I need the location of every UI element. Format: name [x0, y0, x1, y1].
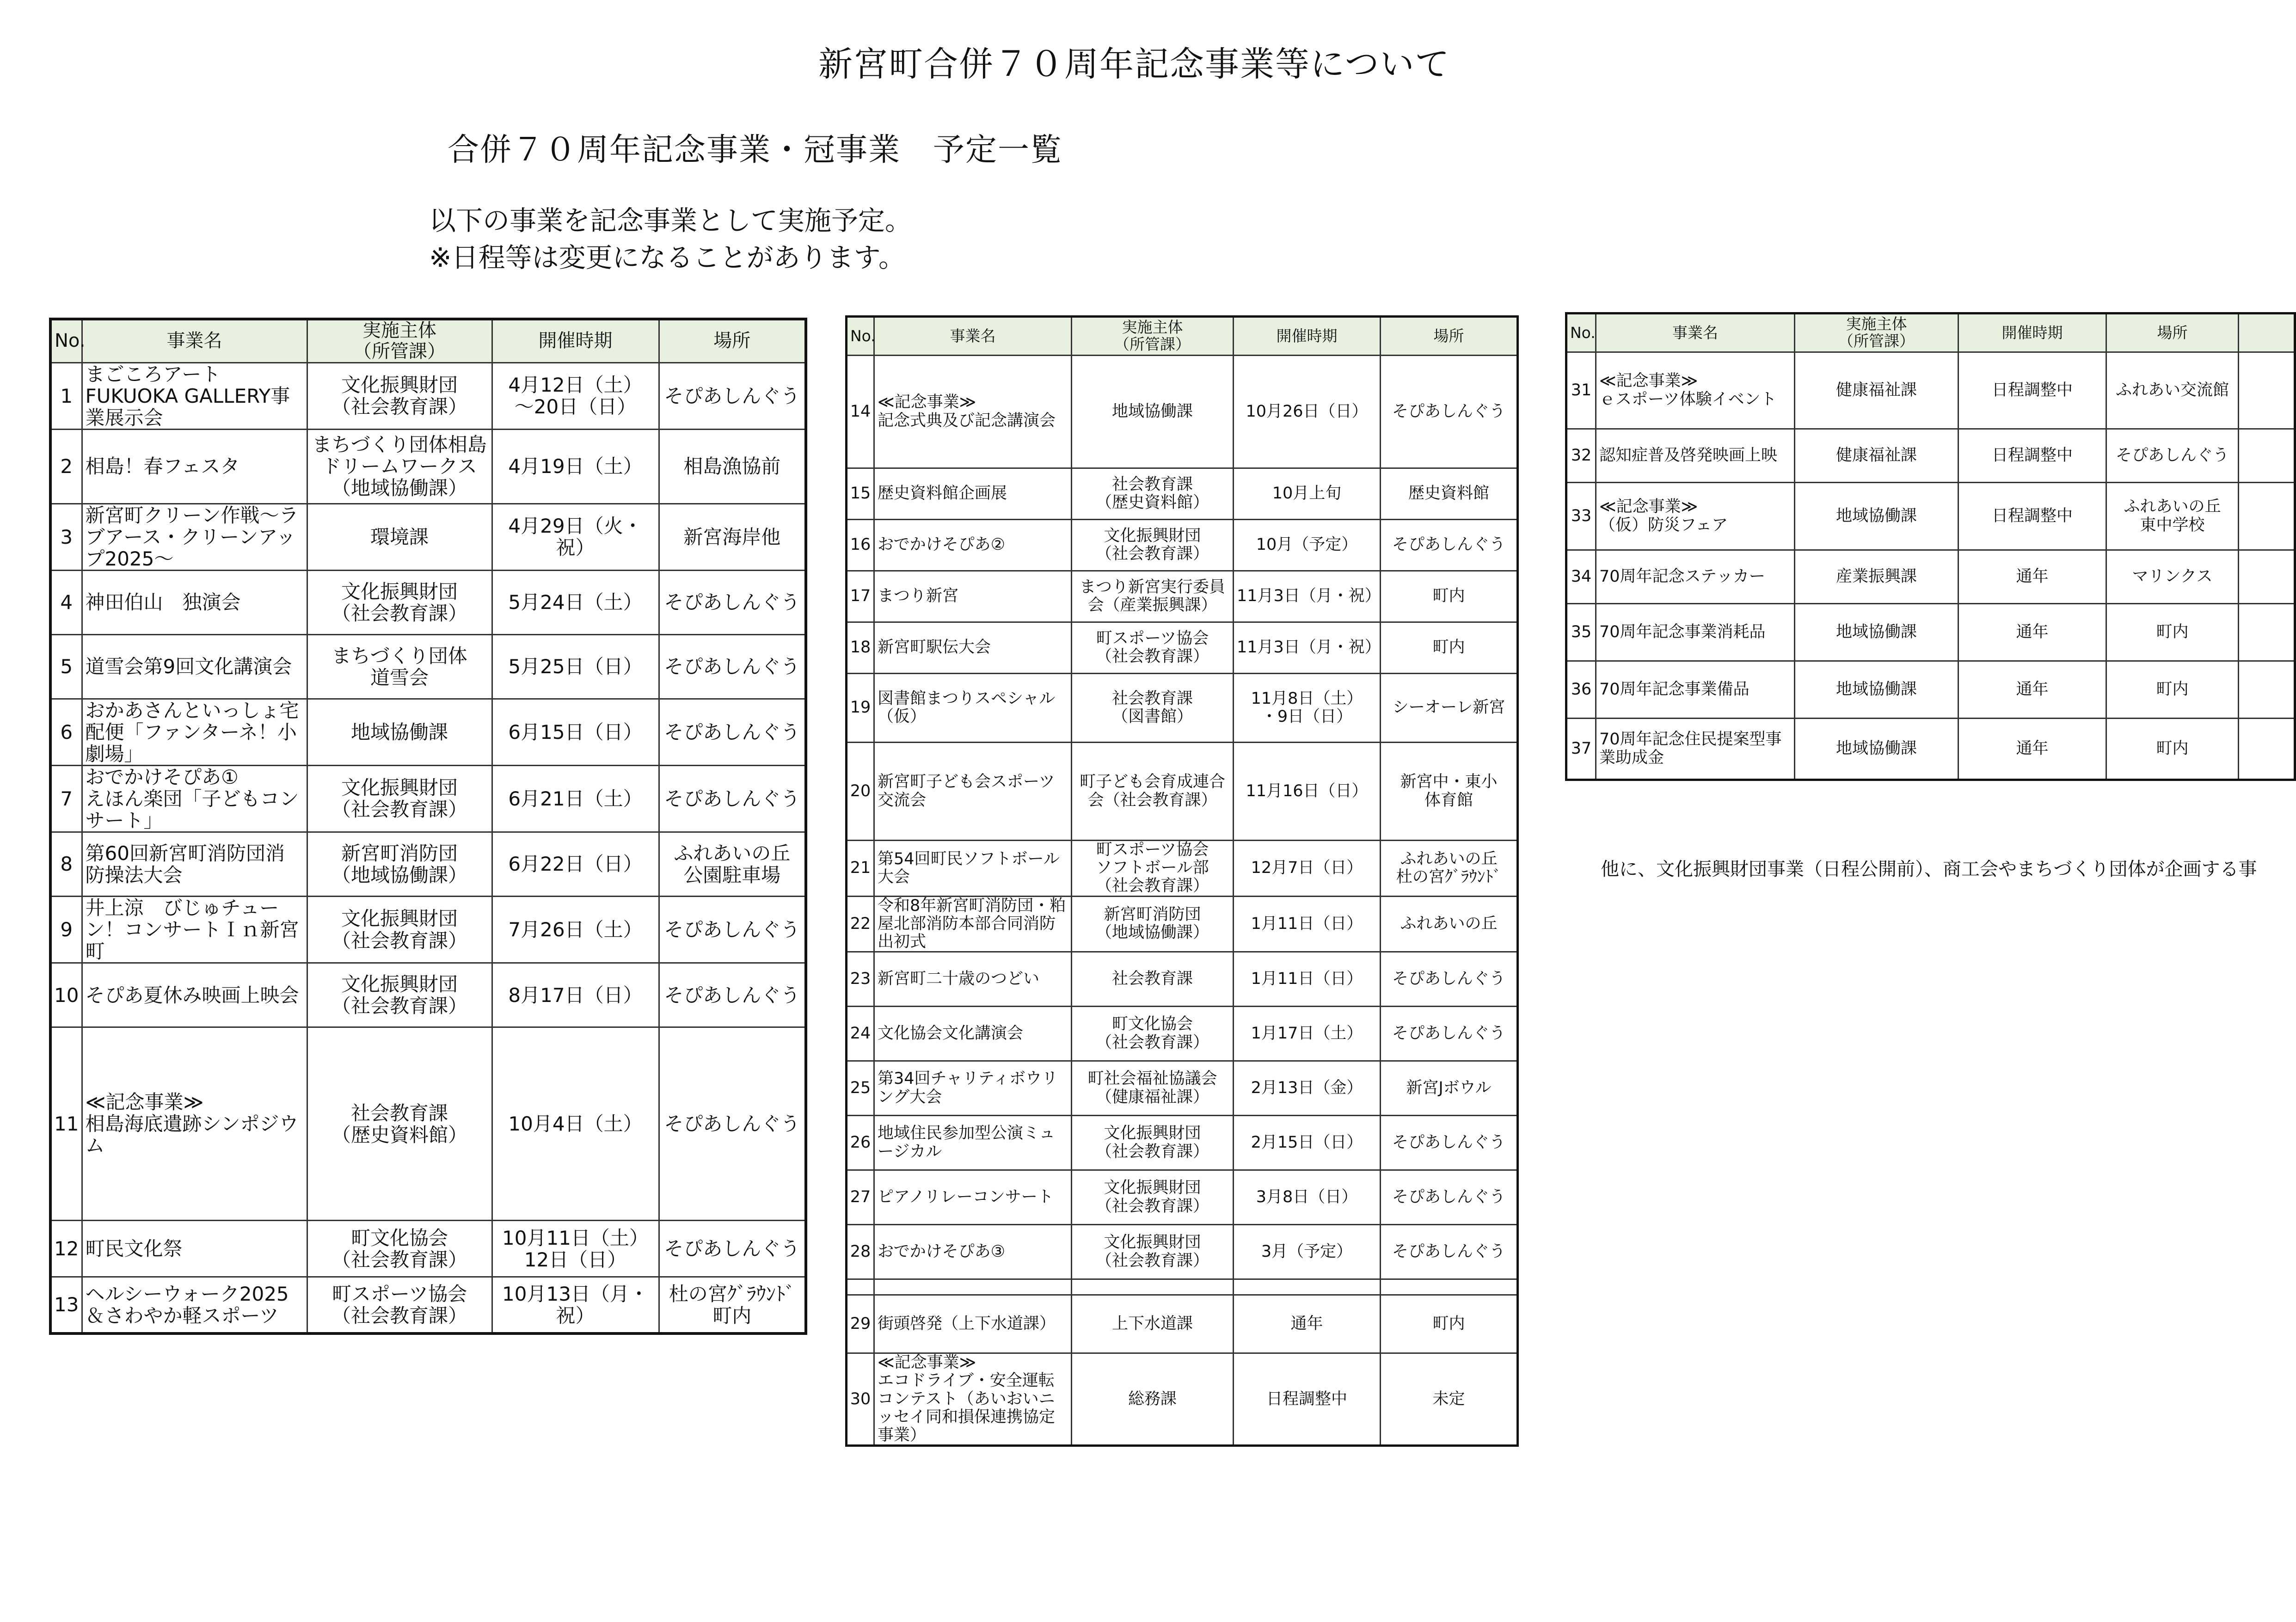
cell-org: 上下水道課: [1072, 1295, 1234, 1353]
cell-date: 2月13日（金）: [1234, 1061, 1381, 1116]
table-row: [50, 963, 806, 1027]
cell-overflow: [2239, 429, 2295, 483]
cell-no: 24: [847, 1007, 874, 1061]
cell-org: 社会教育課: [1072, 952, 1234, 1007]
cell-place: 相島漁協前: [659, 429, 806, 504]
cell-no: 5: [50, 634, 82, 699]
header-org: 実施主体 （所管課）: [1795, 313, 1958, 352]
table-row: [50, 1277, 806, 1333]
cell-org: 環境課: [307, 504, 492, 570]
cell-date: 通年: [1958, 661, 2106, 719]
cell-place: そぴあしんぐう: [659, 634, 806, 699]
cell-name: ≪記念事業≫ エコドライブ・安全運転コンテスト（あいおいニッセイ同和損保連携協定事業）: [874, 1353, 1072, 1446]
cell-place: 新宮中・東小 体育館: [1381, 743, 1518, 841]
table-row: [847, 1061, 1518, 1116]
cell-date: 4月19日（土）: [492, 429, 659, 504]
cell-place: そぴあしんぐう: [659, 570, 806, 634]
cell-place: そぴあしんぐう: [1381, 1170, 1518, 1225]
cell-name: 道雪会第9回文化講演会: [82, 634, 307, 699]
cell-date: 10月13日（月・祝）: [492, 1277, 659, 1333]
cell-date: 10月11日（土） 12日（日）: [492, 1221, 659, 1277]
cell-name: ≪記念事業≫ （仮）防災フェア: [1596, 483, 1795, 550]
cell-date: 11月16日（日）: [1234, 743, 1381, 841]
cell-org: 町文化協会 （社会教育課）: [1072, 1007, 1234, 1061]
cell-name: 相島！春フェスタ: [82, 429, 307, 504]
cell-name: おでかけそぴあ②: [874, 520, 1072, 571]
events-table-2: [845, 315, 1519, 1447]
cell-no: 7: [50, 765, 82, 832]
cell-org: まつり新宮実行委員会（産業振興課）: [1072, 571, 1234, 622]
cell-name: 70周年記念事業備品: [1596, 661, 1795, 719]
cell-overflow: [2239, 352, 2295, 429]
table-row: [50, 765, 806, 832]
table-body: [50, 362, 806, 1333]
table-row: [847, 1225, 1518, 1279]
cell-name: 第60回新宮町消防団消防操法大会: [82, 832, 307, 896]
cell-no: 35: [1566, 604, 1596, 661]
cell-no: 17: [847, 571, 874, 622]
header-overflow: [2239, 313, 2295, 352]
cell-name: 第34回チャリティボウリング大会: [874, 1061, 1072, 1116]
cell-place: マリンクス: [2106, 550, 2239, 604]
table-row: [50, 362, 806, 429]
table-row: [847, 622, 1518, 674]
table-row: [847, 841, 1518, 897]
cell-no: 8: [50, 832, 82, 896]
cell-date: 日程調整中: [1958, 352, 2106, 429]
header-org: 実施主体 （所管課）: [1072, 317, 1234, 356]
cell-org: 地域協働課: [1072, 356, 1234, 468]
cell-date: 1月11日（日）: [1234, 952, 1381, 1007]
cell-org: 地域協働課: [1795, 483, 1958, 550]
cell-name: 70周年記念事業消耗品: [1596, 604, 1795, 661]
cell-date: 日程調整中: [1234, 1353, 1381, 1446]
cell-place: そぴあしんぐう: [659, 699, 806, 765]
table-row: [1566, 604, 2295, 661]
table-row: [847, 571, 1518, 622]
cell-name: 令和8年新宮町消防団・粕屋北部消防本部合同消防出初式: [874, 896, 1072, 952]
cell-date: 通年: [1958, 550, 2106, 604]
cell-name: ≪記念事業≫ 記念式典及び記念講演会: [874, 356, 1072, 468]
cell-no: 37: [1566, 719, 1596, 780]
table-row: [1566, 719, 2295, 780]
header-name: 事業名: [874, 317, 1072, 356]
table-row: [847, 896, 1518, 952]
header-no: No.: [1566, 313, 1596, 352]
table-row: [847, 356, 1518, 468]
cell-place: そぴあしんぐう: [1381, 356, 1518, 468]
cell-place: 歴史資料館: [1381, 468, 1518, 520]
cell-no: 12: [50, 1221, 82, 1277]
cell-date: 8月17日（日）: [492, 963, 659, 1027]
table-body: [1566, 352, 2295, 780]
cell-org: 町スポーツ協会 （社会教育課）: [307, 1277, 492, 1333]
cell-date: 通年: [1958, 719, 2106, 780]
cell-place: ふれあい交流館: [2106, 352, 2239, 429]
cell-org: 地域協働課: [1795, 719, 1958, 780]
cell-date: 6月15日（日）: [492, 699, 659, 765]
table-row: [1566, 483, 2295, 550]
cell-date: 10月（予定）: [1234, 520, 1381, 571]
cell-org: 産業振興課: [1795, 550, 1958, 604]
cell-place: 新宮Jボウル: [1381, 1061, 1518, 1116]
table-row: [50, 429, 806, 504]
cell-no: 20: [847, 743, 874, 841]
table-row: [1566, 661, 2295, 719]
cell-date: 3月8日（日）: [1234, 1170, 1381, 1225]
cell-no: 30: [847, 1353, 874, 1446]
cell-name: 図書館まつりスペシャル（仮）: [874, 674, 1072, 743]
cell-date: 2月15日（日）: [1234, 1116, 1381, 1170]
cell-org: 文化振興財団 （社会教育課）: [1072, 1170, 1234, 1225]
cell-org: 町子ども会育成連合会（社会教育課）: [1072, 743, 1234, 841]
cell-org: 社会教育課 （歴史資料館）: [1072, 468, 1234, 520]
cell-name: ≪記念事業≫ ｅスポーツ体験イベント: [1596, 352, 1795, 429]
cell-date: 11月8日（土） ・9日（日）: [1234, 674, 1381, 743]
table-row: [847, 468, 1518, 520]
cell-org: 文化振興財団 （社会教育課）: [1072, 520, 1234, 571]
cell-date: 1月17日（土）: [1234, 1007, 1381, 1061]
cell-no: 11: [50, 1027, 82, 1221]
cell-no: 28: [847, 1225, 874, 1279]
header-date: 開催時期: [1958, 313, 2106, 352]
cell-no: 4: [50, 570, 82, 634]
header-place: 場所: [659, 319, 806, 362]
cell-place: そぴあしんぐう: [659, 362, 806, 429]
cell-org: 文化振興財団 （社会教育課）: [307, 570, 492, 634]
cell-org: 新宮町消防団 （地域協働課）: [307, 832, 492, 896]
cell-place: 町内: [1381, 622, 1518, 674]
cell-place: 町内: [2106, 661, 2239, 719]
cell-date: 6月21日（土）: [492, 765, 659, 832]
cell-no: 27: [847, 1170, 874, 1225]
cell-name: 文化協会文化講演会: [874, 1007, 1072, 1061]
cell-name: まつり新宮: [874, 571, 1072, 622]
cell-org: まちづくり団体 道雪会: [307, 634, 492, 699]
table-row: [50, 570, 806, 634]
header-name: 事業名: [82, 319, 307, 362]
table-row: [1566, 352, 2295, 429]
cell-name: ヘルシーウォーク2025＆さわやか軽スポーツ: [82, 1277, 307, 1333]
cell-name: そぴあ夏休み映画上映会: [82, 963, 307, 1027]
table-row: [50, 699, 806, 765]
table-row: [847, 674, 1518, 743]
table-header-row: [1566, 313, 2295, 352]
table-row: [847, 1353, 1518, 1446]
cell-name: 街頭啓発（上下水道課）: [874, 1295, 1072, 1353]
cell-place: そぴあしんぐう: [1381, 952, 1518, 1007]
cell-org: まちづくり団体相島ドリームワークス （地域協働課）: [307, 429, 492, 504]
cell-place: ふれあいの丘 東中学校: [2106, 483, 2239, 550]
cell-name: おでかけそぴあ① えほん楽団「子どもコンサート」: [82, 765, 307, 832]
cell-name: まごころアートFUKUOKA GALLERY事業展示会: [82, 362, 307, 429]
cell-org: 文化振興財団 （社会教育課）: [1072, 1225, 1234, 1279]
cell-org: 町社会福祉協議会 （健康福祉課）: [1072, 1061, 1234, 1116]
cell-no: 23: [847, 952, 874, 1007]
cell-place: そぴあしんぐう: [1381, 1116, 1518, 1170]
table-row: [50, 896, 806, 963]
table-row: [50, 1221, 806, 1277]
header-no: No.: [50, 319, 82, 362]
cell-date: 通年: [1958, 604, 2106, 661]
cell-name: 70周年記念ステッカー: [1596, 550, 1795, 604]
table-row: [1566, 429, 2295, 483]
note-line-1: 以下の事業を記念事業として実施予定。: [429, 205, 912, 236]
cell-name: おかあさんといっしょ宅配便「ファンターネ！小劇場」: [82, 699, 307, 765]
table-row: [50, 634, 806, 699]
cell-name: 第54回町民ソフトボール大会: [874, 841, 1072, 897]
cell-place: そぴあしんぐう: [659, 1027, 806, 1221]
cell-name: ピアノリレーコンサート: [874, 1170, 1072, 1225]
cell-date: 5月25日（日）: [492, 634, 659, 699]
cell-place: そぴあしんぐう: [1381, 1225, 1518, 1279]
cell-place: 町内: [2106, 604, 2239, 661]
cell-place: ふれあいの丘 公園駐車場: [659, 832, 806, 896]
cell-name: 認知症普及啓発映画上映: [1596, 429, 1795, 483]
cell-no: 16: [847, 520, 874, 571]
cell-no: 18: [847, 622, 874, 674]
header-date: 開催時期: [492, 319, 659, 362]
cell-no: 36: [1566, 661, 1596, 719]
cell-org: 文化振興財団 （社会教育課）: [1072, 1116, 1234, 1170]
cell-no: 25: [847, 1061, 874, 1116]
cell-no: 14: [847, 356, 874, 468]
cell-name: ≪記念事業≫ 相島海底遺跡シンポジウム: [82, 1027, 307, 1221]
cell-date: 10月26日（日）: [1234, 356, 1381, 468]
cell-org: 文化振興財団 （社会教育課）: [307, 896, 492, 963]
cell-place: そぴあしんぐう: [659, 963, 806, 1027]
cell-place: そぴあしんぐう: [659, 896, 806, 963]
cell-org: 社会教育課 （歴史資料館）: [307, 1027, 492, 1221]
cell-name: 井上涼 びじゅチューン！コンサートＩｎ新宮町: [82, 896, 307, 963]
table-row: [847, 743, 1518, 841]
cell-org: 健康福祉課: [1795, 352, 1958, 429]
cell-no: 33: [1566, 483, 1596, 550]
cell-overflow: [2239, 483, 2295, 550]
table-row: [847, 1007, 1518, 1061]
cell-date: 10月4日（土）: [492, 1027, 659, 1221]
events-table-1: [49, 318, 807, 1335]
cell-name: 町民文化祭: [82, 1221, 307, 1277]
cell-place: 未定: [1381, 1353, 1518, 1446]
cell-place: ふれあいの丘 杜の宮ｸﾞﾗｳﾝﾄﾞ: [1381, 841, 1518, 897]
cell-place: そぴあしんぐう: [659, 765, 806, 832]
cell-org: 新宮町消防団 （地域協働課）: [1072, 896, 1234, 952]
cell-overflow: [2239, 719, 2295, 780]
table-row: [847, 952, 1518, 1007]
cell-no: 2: [50, 429, 82, 504]
cell-no: 29: [847, 1295, 874, 1353]
spacer-row: [847, 1279, 1518, 1295]
cell-org: 社会教育課 （図書館）: [1072, 674, 1234, 743]
cell-org: 総務課: [1072, 1353, 1234, 1446]
table-header-row: [50, 319, 806, 362]
cell-no: 34: [1566, 550, 1596, 604]
cell-no: 15: [847, 468, 874, 520]
cell-place: 町内: [1381, 571, 1518, 622]
header-org: 実施主体 （所管課）: [307, 319, 492, 362]
cell-date: 3月（予定）: [1234, 1225, 1381, 1279]
cell-date: 11月3日（月・祝）: [1234, 571, 1381, 622]
cell-place: そぴあしんぐう: [1381, 520, 1518, 571]
header-place: 場所: [2106, 313, 2239, 352]
cell-name: 歴史資料館企画展: [874, 468, 1072, 520]
table-row: [1566, 550, 2295, 604]
cell-no: 32: [1566, 429, 1596, 483]
cell-date: 10月上旬: [1234, 468, 1381, 520]
cell-date: 4月12日（土） ～20日（日）: [492, 362, 659, 429]
header-name: 事業名: [1596, 313, 1795, 352]
cell-overflow: [2239, 550, 2295, 604]
cell-date: 11月3日（月・祝）: [1234, 622, 1381, 674]
page-title: 新宮町合併７０周年記念事業等について: [818, 44, 1450, 84]
table-body: [847, 356, 1518, 1446]
cell-no: 13: [50, 1277, 82, 1333]
cell-place: ふれあいの丘: [1381, 896, 1518, 952]
cell-date: 日程調整中: [1958, 483, 2106, 550]
cell-name: 新宮町二十歳のつどい: [874, 952, 1072, 1007]
cell-date: 4月29日（火・祝）: [492, 504, 659, 570]
cell-name: おでかけそぴあ③: [874, 1225, 1072, 1279]
cell-no: 3: [50, 504, 82, 570]
cell-no: 1: [50, 362, 82, 429]
cell-org: 町スポーツ協会 （社会教育課）: [1072, 622, 1234, 674]
header-date: 開催時期: [1234, 317, 1381, 356]
cell-org: 町文化協会 （社会教育課）: [307, 1221, 492, 1277]
header-place: 場所: [1381, 317, 1518, 356]
cell-place: シーオーレ新宮: [1381, 674, 1518, 743]
table-row: [50, 1027, 806, 1221]
cell-org: 地域協働課: [307, 699, 492, 765]
cell-org: 文化振興財団 （社会教育課）: [307, 765, 492, 832]
cell-date: 通年: [1234, 1295, 1381, 1353]
cell-name: 新宮町駅伝大会: [874, 622, 1072, 674]
page-subtitle: 合併７０周年記念事業・冠事業 予定一覧: [448, 132, 1063, 168]
cell-no: 26: [847, 1116, 874, 1170]
cell-no: 31: [1566, 352, 1596, 429]
cell-org: 文化振興財団 （社会教育課）: [307, 362, 492, 429]
table-row: [847, 1170, 1518, 1225]
cell-org: 町スポーツ協会 ソフトボール部 （社会教育課）: [1072, 841, 1234, 897]
table-row: [50, 832, 806, 896]
cell-date: 12月7日（日）: [1234, 841, 1381, 897]
cell-place: そぴあしんぐう: [659, 1221, 806, 1277]
cell-name: 70周年記念住民提案型事業助成金: [1596, 719, 1795, 780]
header-no: No.: [847, 317, 874, 356]
footer-note: 他に、文化振興財団事業（日程公開前）、商工会やまちづくり団体が企画する事: [1601, 859, 2257, 880]
cell-place: 杜の宮ｸﾞﾗｳﾝﾄﾞ 町内: [659, 1277, 806, 1333]
cell-date: 7月26日（土）: [492, 896, 659, 963]
cell-overflow: [2239, 604, 2295, 661]
cell-no: 6: [50, 699, 82, 765]
cell-place: 町内: [2106, 719, 2239, 780]
cell-name: 神田伯山 独演会: [82, 570, 307, 634]
cell-no: 9: [50, 896, 82, 963]
cell-overflow: [2239, 661, 2295, 719]
table-row: [50, 504, 806, 570]
cell-no: 22: [847, 896, 874, 952]
table-header-row: [847, 317, 1518, 356]
cell-place: 町内: [1381, 1295, 1518, 1353]
cell-place: そぴあしんぐう: [1381, 1007, 1518, 1061]
table-row: [847, 1116, 1518, 1170]
cell-date: 6月22日（日）: [492, 832, 659, 896]
cell-org: 文化振興財団 （社会教育課）: [307, 963, 492, 1027]
note-line-2: ※日程等は変更になることがあります。: [429, 242, 905, 273]
cell-place: そぴあしんぐう: [2106, 429, 2239, 483]
cell-org: 地域協働課: [1795, 604, 1958, 661]
cell-date: 1月11日（日）: [1234, 896, 1381, 952]
events-table-3: [1565, 312, 2296, 781]
cell-place: 新宮海岸他: [659, 504, 806, 570]
cell-date: 5月24日（土）: [492, 570, 659, 634]
cell-date: 日程調整中: [1958, 429, 2106, 483]
table-row: [847, 1295, 1518, 1353]
cell-name: 新宮町クリーン作戦～ラブアース・クリーンアップ2025～: [82, 504, 307, 570]
cell-no: 21: [847, 841, 874, 897]
cell-name: 新宮町子ども会スポーツ交流会: [874, 743, 1072, 841]
cell-no: 10: [50, 963, 82, 1027]
cell-org: 健康福祉課: [1795, 429, 1958, 483]
table-row: [847, 520, 1518, 571]
cell-no: 19: [847, 674, 874, 743]
cell-name: 地域住民参加型公演ミュージカル: [874, 1116, 1072, 1170]
cell-org: 地域協働課: [1795, 661, 1958, 719]
